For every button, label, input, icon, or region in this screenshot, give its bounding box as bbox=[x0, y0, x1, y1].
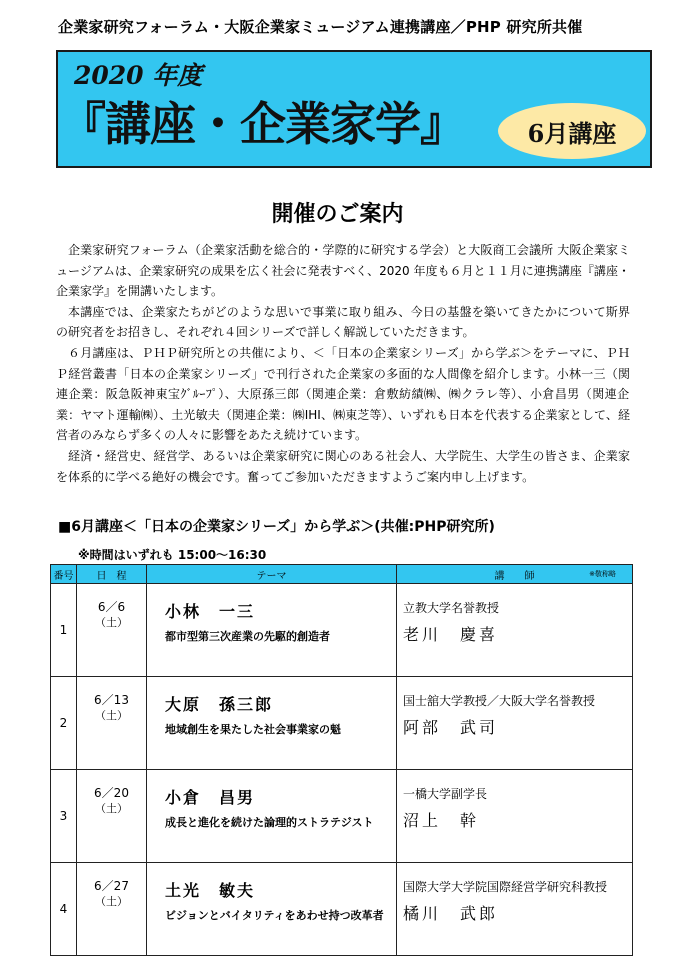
date-value: 6／27 bbox=[94, 879, 129, 893]
lecturer-name: 老川 慶喜 bbox=[403, 625, 499, 644]
day-of-week: （土） bbox=[95, 802, 128, 815]
date-value: 6／6 bbox=[97, 600, 126, 614]
entrepreneur-name: 小倉 昌男 bbox=[165, 788, 256, 807]
session-date bbox=[77, 770, 147, 863]
intro-paragraph: ６月講座は、ＰＨＰ研究所との共催により、＜「日本の企業家シリーズ」から学ぶ＞をテーマに、ＰＨＰ経営叢書「日本の企業家シリーズ」で刊行された企業家の多面的な人間像を紹介します。小林一三（関連企業：阪急阪神東宝ｸﾞﾙｰﾌﾟ）、大原孫三郎（関連企業：倉敷紡績㈱、㈱クラレ等）、小倉昌男（関連企業：ヤマト運輸㈱）、土光敏夫（関連企業：㈱IHI、㈱東芝等）、いずれも日本を代表する企業家として、経営者のみならず多くの人々に影響をあたえ続けています。 bbox=[56, 345, 630, 443]
session-theme bbox=[147, 770, 397, 863]
date-value: 6／13 bbox=[94, 693, 129, 707]
intro-paragraph: 本講座では、企業家たちがどのような思いで事業に取り組み、今日の基盤を築いてきたかについて斯界の研究者をお招きし、それぞれ４回シリーズで詳しく解説していただきます。 bbox=[56, 304, 630, 340]
session-lecturer bbox=[397, 770, 633, 863]
day-of-week: （土） bbox=[95, 895, 128, 908]
session-date bbox=[77, 677, 147, 770]
session-theme bbox=[147, 584, 397, 677]
banner-year: 2020 年度 bbox=[74, 61, 203, 90]
honorific-note: ※敬称略 bbox=[589, 570, 616, 578]
intro-paragraph: 企業家研究フォーラム（企業家活動を総合的・学際的に研究する学会）と大阪商工会議所 大阪企業家ミュージアムは、企業家研究の成果を広く社会に発表すべく、2020 年度も６月と１１月に連携講座『講座・企業家学』を開講いたします。 bbox=[56, 243, 630, 299]
theme-description: 都市型第三次産業の先駆的創造者 bbox=[165, 630, 330, 643]
theme-description: 地域創生を果たした社会事業家の魁 bbox=[165, 723, 341, 736]
intro-text bbox=[56, 240, 630, 487]
session-theme bbox=[147, 863, 397, 956]
lecturer-affiliation: 立教大学名誉教授 bbox=[403, 601, 500, 615]
date-value: 6／20 bbox=[94, 786, 129, 800]
theme-description: ビジョンとバイタリティをあわせ持つ改革者 bbox=[165, 909, 384, 922]
session-number: 1 bbox=[51, 584, 77, 677]
entrepreneur-name: 大原 孫三郎 bbox=[165, 695, 274, 714]
session-number: 2 bbox=[51, 677, 77, 770]
header-line: 企業家研究フォーラム・大阪企業家ミュージアム連携講座／PHP 研究所共催 bbox=[58, 18, 583, 36]
time-note: ※時間はいずれも 15:00～16:30 bbox=[78, 548, 267, 562]
month-badge: 6月講座 bbox=[498, 103, 646, 159]
banner-title: 『講座・企業家学』 bbox=[60, 97, 465, 151]
session-number: 3 bbox=[51, 770, 77, 863]
column-header-theme: テーマ bbox=[147, 565, 397, 584]
entrepreneur-name: 小林 一三 bbox=[165, 602, 256, 621]
lecturer-affiliation: 国士舘大学教授／大阪大学名誉教授 bbox=[403, 694, 596, 708]
session-date bbox=[77, 584, 147, 677]
lecturer-name: 沼上 幹 bbox=[403, 811, 480, 830]
table-row bbox=[51, 677, 633, 770]
intro-paragraph: 経済・経営史、経営学、あるいは企業家研究に関心のある社会人、大学院生、大学生の皆さま、企業家を体系的に学べる絶好の機会です。奮ってご参加いただきますようご案内申し上げます。 bbox=[56, 448, 630, 484]
column-header-date: 日 程 bbox=[77, 565, 147, 584]
schedule-heading: ■6月講座＜「日本の企業家シリーズ」から学ぶ＞(共催:PHP研究所) bbox=[58, 519, 495, 535]
guide-title: 開催のご案内 bbox=[271, 201, 404, 227]
session-lecturer bbox=[397, 863, 633, 956]
table-row bbox=[51, 584, 633, 677]
column-header-num: 番号 bbox=[51, 565, 77, 584]
theme-description: 成長と進化を続けた論理的ストラテジスト bbox=[165, 816, 374, 829]
session-lecturer bbox=[397, 677, 633, 770]
title-banner bbox=[56, 50, 652, 168]
lecturer-header-label: 講 師 bbox=[494, 570, 535, 582]
session-lecturer bbox=[397, 584, 633, 677]
lecturer-name: 橘川 武郎 bbox=[403, 904, 499, 923]
lecturer-affiliation: 一橋大学副学長 bbox=[403, 787, 488, 801]
table-row bbox=[51, 863, 633, 956]
day-of-week: （土） bbox=[95, 709, 128, 722]
lecturer-name: 阿部 武司 bbox=[403, 718, 499, 737]
entrepreneur-name: 土光 敏夫 bbox=[165, 881, 256, 900]
session-theme bbox=[147, 677, 397, 770]
column-header-lecturer bbox=[397, 565, 633, 584]
schedule-table bbox=[50, 564, 633, 956]
session-date bbox=[77, 863, 147, 956]
table-header-row bbox=[51, 565, 633, 584]
table-row bbox=[51, 770, 633, 863]
session-number: 4 bbox=[51, 863, 77, 956]
day-of-week: （土） bbox=[95, 616, 128, 629]
lecturer-affiliation: 国際大学大学院国際経営学研究科教授 bbox=[403, 880, 608, 894]
